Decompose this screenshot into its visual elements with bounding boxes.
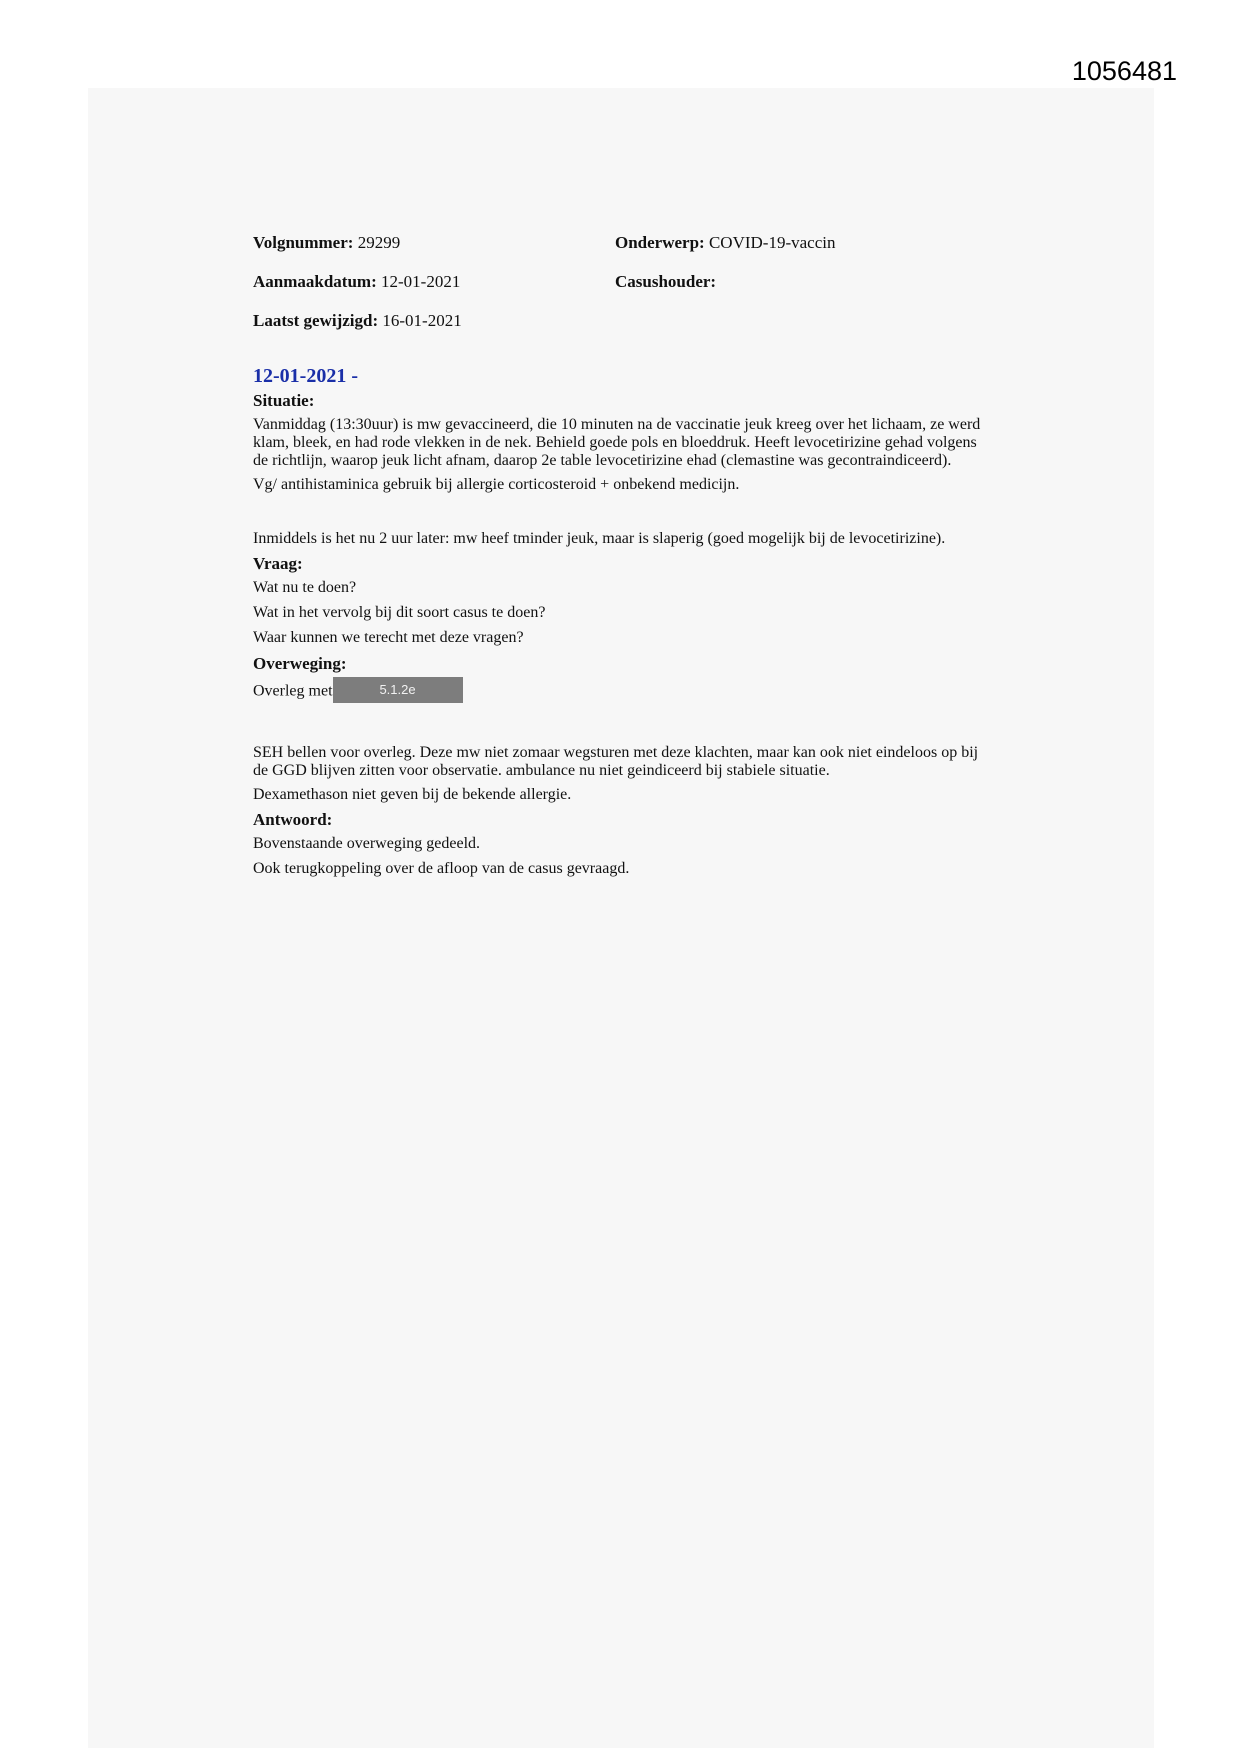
situatie-label: Situatie: xyxy=(253,391,315,410)
entry-date-heading: 12-01-2021 - xyxy=(253,365,358,387)
antwoord-line: Bovenstaande overweging gedeeld. xyxy=(253,835,481,852)
aanmaakdatum-label: Aanmaakdatum: xyxy=(253,272,377,291)
volgnummer-label: Volgnummer: xyxy=(253,233,354,252)
overweging-label: Overweging: xyxy=(253,654,347,673)
spacer xyxy=(253,500,993,530)
aanmaakdatum-value: 12-01-2021 xyxy=(381,272,461,291)
antwoord-label: Antwoord: xyxy=(253,810,333,829)
meta-laatst-gewijzigd xyxy=(253,311,462,331)
vraag-line: Wat nu te doen? xyxy=(253,579,357,596)
vraag-line: Waar kunnen we terecht met deze vragen? xyxy=(253,629,524,646)
casushouder-label: Casushouder: xyxy=(615,272,717,291)
overweging-paragraph: Dexamethason niet geven bij de bekende allergie. xyxy=(253,786,572,803)
laatst-gewijzigd-label: Laatst gewijzigd: xyxy=(253,311,379,330)
situatie-paragraph: Vg/ antihistaminica gebruik bij allergie corticosteroid + onbekend medicijn. xyxy=(253,476,740,493)
meta-aanmaakdatum xyxy=(253,272,460,292)
vraag-line: Wat in het vervolg bij dit soort casus te doen? xyxy=(253,604,546,621)
onderwerp-value: COVID-19-vaccin xyxy=(708,233,836,252)
onderwerp-label: Onderwerp: xyxy=(615,233,705,252)
situatie-paragraph: Vanmiddag (13:30uur) is mw gevaccineerd, die 10 minuten na de vaccinatie jeuk kreeg over het lichaam, ze werd klam, bleek, en had rode vlekken in de nek. Behield goede pols en bloeddruk. Heeft levocetirizine gehad volgens de richtlijn, waarop jeuk licht afnam, daarop 2e table levocetirizine ehad (clemastine was gecontraindiceerd). xyxy=(253,416,981,469)
situatie-paragraph: Inmiddels is het nu 2 uur later: mw heef tminder jeuk, maar is slaperig (goed mogelijk bij de levocetirizine). xyxy=(253,530,946,547)
overweging-paragraph: SEH bellen voor overleg. Deze mw niet zomaar wegsturen met deze klachten, maar kan ook niet eindeloos op bij de GGD blijven zitten voor observatie. ambulance nu niet geindiceerd bij stabiele situatie. xyxy=(253,744,979,779)
meta-onderwerp xyxy=(615,233,835,253)
vraag-label: Vraag: xyxy=(253,554,303,573)
volgnummer-value: 29299 xyxy=(357,233,401,252)
redaction-block: 5.1.2e xyxy=(333,677,463,703)
antwoord-line: Ook terugkoppeling over de afloop van de casus gevraagd. xyxy=(253,860,630,877)
meta-volgnummer xyxy=(253,233,400,253)
case-entry xyxy=(253,364,993,885)
overleg-line xyxy=(253,679,993,705)
spacer xyxy=(253,711,993,744)
overleg-prefix: Overleg met xyxy=(253,682,333,700)
meta-casushouder xyxy=(615,272,716,292)
document-number: 1056481 xyxy=(1071,56,1177,86)
laatst-gewijzigd-value: 16-01-2021 xyxy=(382,311,462,330)
page-background xyxy=(88,88,1154,1748)
